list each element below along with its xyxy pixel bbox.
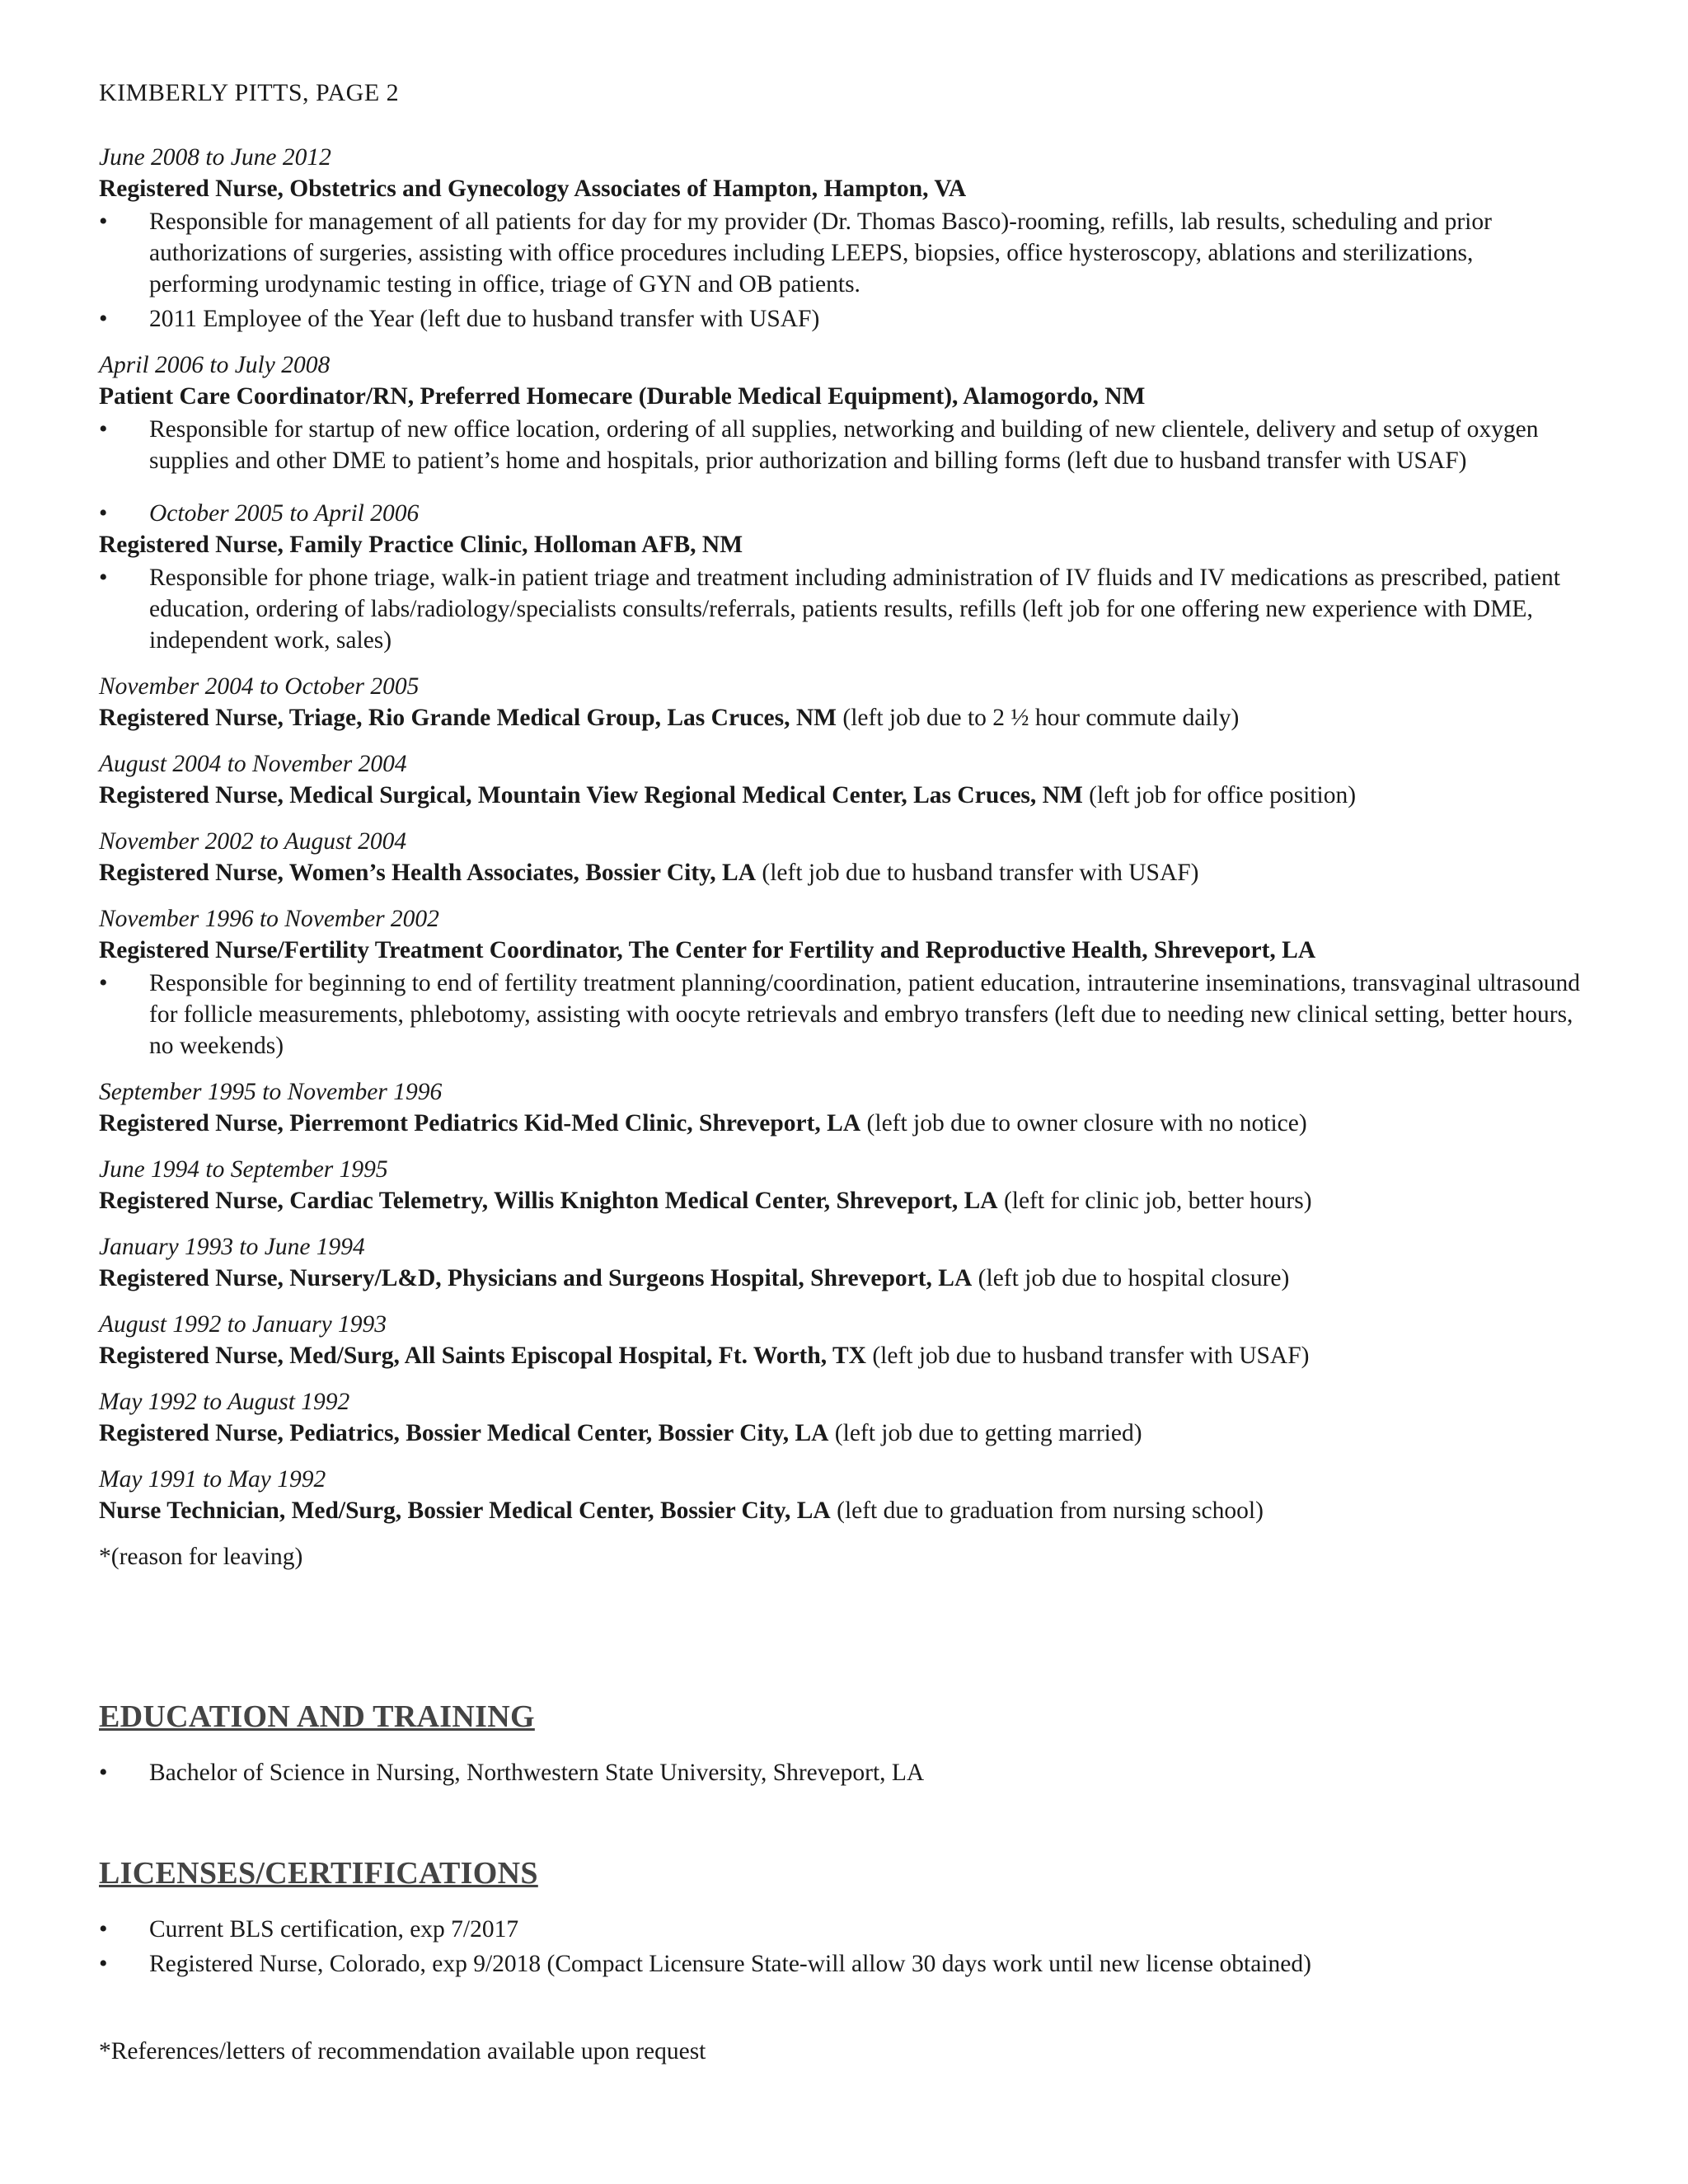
job-dates: May 1992 to August 1992 xyxy=(99,1389,350,1415)
job-title-line xyxy=(99,381,1582,412)
job-title: Registered Nurse, Cardiac Telemetry, Willis Knighton Medical Center, Shreveport, LA xyxy=(99,1188,998,1214)
job-entry xyxy=(99,1076,1582,1139)
job-leaving-reason: (left job due to 2 ½ hour commute daily) xyxy=(837,705,1240,731)
job-title: Registered Nurse, Pierremont Pediatrics Kid-Med Clinic, Shreveport, LA xyxy=(99,1110,861,1137)
job-entry xyxy=(99,142,1582,335)
license-item: • Registered Nurse, Colorado, exp 9/2018 (Compact Licensure State-will allow 30 days work until new license obtained) xyxy=(99,1948,1582,1980)
job-title-line xyxy=(99,1185,1582,1216)
job-dates: August 2004 to November 2004 xyxy=(99,751,407,777)
job-duty-item: • Responsible for beginning to end of fertility treatment planning/coordination, patient education, intrauterine inseminations, transvaginal ultrasound for follicle measurements, phlebotomy, assisting with oocyte retrievals and embryo transfers (left due to needing new clinical setting, better hours, no weekends) xyxy=(99,968,1582,1062)
job-entry xyxy=(99,903,1582,1062)
job-dates: April 2006 to July 2008 xyxy=(99,352,331,378)
job-duty-item: • Responsible for management of all patients for day for my provider (Dr. Thomas Basco)-rooming, refills, lab results, scheduling and prior authorizations of surgeries, assisting with office procedures including LEEPS, biopsies, office hysteroscopy, ablations and sterilizations, performing urodynamic testing in office, triage of GYN and OB patients. xyxy=(99,206,1582,300)
job-dates: June 2008 to June 2012 xyxy=(99,144,331,171)
job-dates: November 2002 to August 2004 xyxy=(99,828,407,855)
license-item: • Current BLS certification, exp 7/2017 xyxy=(99,1914,1582,1945)
job-title: Registered Nurse, Women’s Health Associates, Bossier City, LA xyxy=(99,860,757,886)
job-entry xyxy=(99,1231,1582,1294)
job-title: Registered Nurse, Med/Surg, All Saints Episcopal Hospital, Ft. Worth, TX xyxy=(99,1343,866,1369)
education-item: • Bachelor of Science in Nursing, Northwestern State University, Shreveport, LA xyxy=(99,1757,1582,1788)
job-entry xyxy=(99,1464,1582,1526)
job-title: Patient Care Coordinator/RN, Preferred Homecare (Durable Medical Equipment), Alamogordo, NM xyxy=(99,383,1146,410)
job-leaving-reason: (left job due to getting married) xyxy=(828,1420,1142,1446)
job-title: Registered Nurse, Family Practice Clinic, Holloman AFB, NM xyxy=(99,532,743,558)
job-title: Registered Nurse, Nursery/L&D, Physicians and Surgeons Hospital, Shreveport, LA xyxy=(99,1265,973,1291)
job-dates: January 1993 to June 1994 xyxy=(99,1234,365,1260)
job-title-line xyxy=(99,702,1582,733)
job-entry xyxy=(99,349,1582,476)
job-leaving-reason: (left for clinic job, better hours) xyxy=(997,1188,1312,1214)
job-title-line xyxy=(99,1263,1582,1294)
job-entry xyxy=(99,748,1582,811)
job-entry xyxy=(99,1154,1582,1216)
job-dates: November 2004 to October 2005 xyxy=(99,673,420,700)
job-title-line xyxy=(99,1495,1582,1526)
job-title: Registered Nurse/Fertility Treatment Coordinator, The Center for Fertility and Reproductive Health, Shreveport, LA xyxy=(99,937,1316,963)
job-dates: August 1992 to January 1993 xyxy=(99,1311,387,1338)
job-duty-item: • 2011 Employee of the Year (left due to husband transfer with USAF) xyxy=(99,303,1582,335)
job-dates: May 1991 to May 1992 xyxy=(99,1466,326,1493)
job-duties-list xyxy=(99,968,1582,1062)
job-title-line xyxy=(99,1108,1582,1139)
job-title-line xyxy=(99,173,1582,204)
job-title-line xyxy=(99,857,1582,888)
job-entry xyxy=(99,498,1582,656)
job-leaving-reason: (left job for office position) xyxy=(1082,782,1357,808)
job-duties-list xyxy=(99,414,1582,476)
job-dates: June 1994 to September 1995 xyxy=(99,1156,388,1183)
job-leaving-reason: (left job due to husband transfer with USAF) xyxy=(865,1343,1310,1369)
job-title: Registered Nurse, Medical Surgical, Mountain View Regional Medical Center, Las Cruces, NM xyxy=(99,782,1083,808)
job-leaving-reason: (left job due to hospital closure) xyxy=(972,1265,1290,1291)
job-title: Registered Nurse, Obstetrics and Gynecology Associates of Hampton, Hampton, VA xyxy=(99,176,967,202)
job-title-line xyxy=(99,1340,1582,1371)
education-heading: EDUCATION AND TRAINING xyxy=(99,1699,535,1734)
job-duty-item: • Responsible for phone triage, walk-in patient triage and treatment including administration of IV fluids and IV medications as prescribed, patient education, ordering of labs/radiology/specialists consults/referrals, patients results, refills (left job for one offering new experience with DME, independent work, sales) xyxy=(99,562,1582,656)
job-title: Registered Nurse, Pediatrics, Bossier Medical Center, Bossier City, LA xyxy=(99,1420,829,1446)
job-title-line xyxy=(99,935,1582,966)
job-title-line xyxy=(99,529,1582,560)
job-duty-item: • Responsible for startup of new office location, ordering of all supplies, networking and building of new clientele, delivery and setup of oxygen supplies and other DME to patient’s home and hospitals, prior authorization and billing forms (left due to husband transfer with USAF) xyxy=(99,414,1582,476)
job-duties-list xyxy=(99,562,1582,656)
reason-note: *(reason for leaving) xyxy=(99,1544,303,1570)
references-note: *References/letters of recommendation available upon request xyxy=(99,2038,706,2064)
job-entry xyxy=(99,1386,1582,1449)
page-header: KIMBERLY PITTS, PAGE 2 xyxy=(99,79,400,106)
job-dates: • October 2005 to April 2006 xyxy=(99,498,1582,529)
job-dates: September 1995 to November 1996 xyxy=(99,1079,443,1105)
job-duties-list xyxy=(99,206,1582,335)
job-entry xyxy=(99,1309,1582,1371)
job-title: Registered Nurse, Triage, Rio Grande Medical Group, Las Cruces, NM xyxy=(99,705,837,731)
job-title-line xyxy=(99,1418,1582,1449)
education-list xyxy=(99,1755,1582,1792)
job-leaving-reason: (left job due to husband transfer with USAF) xyxy=(756,860,1199,886)
job-leaving-reason: (left due to graduation from nursing school) xyxy=(830,1497,1264,1524)
licenses-list xyxy=(99,1912,1582,1983)
job-entry xyxy=(99,671,1582,733)
job-leaving-reason: (left job due to owner closure with no notice) xyxy=(860,1110,1307,1137)
job-title: Nurse Technician, Med/Surg, Bossier Medical Center, Bossier City, LA xyxy=(99,1497,831,1524)
job-entry xyxy=(99,826,1582,888)
employment-history xyxy=(99,142,1582,1572)
job-dates: November 1996 to November 2002 xyxy=(99,906,439,932)
licenses-heading: LICENSES/CERTIFICATIONS xyxy=(99,1856,538,1891)
job-title-line xyxy=(99,780,1582,811)
